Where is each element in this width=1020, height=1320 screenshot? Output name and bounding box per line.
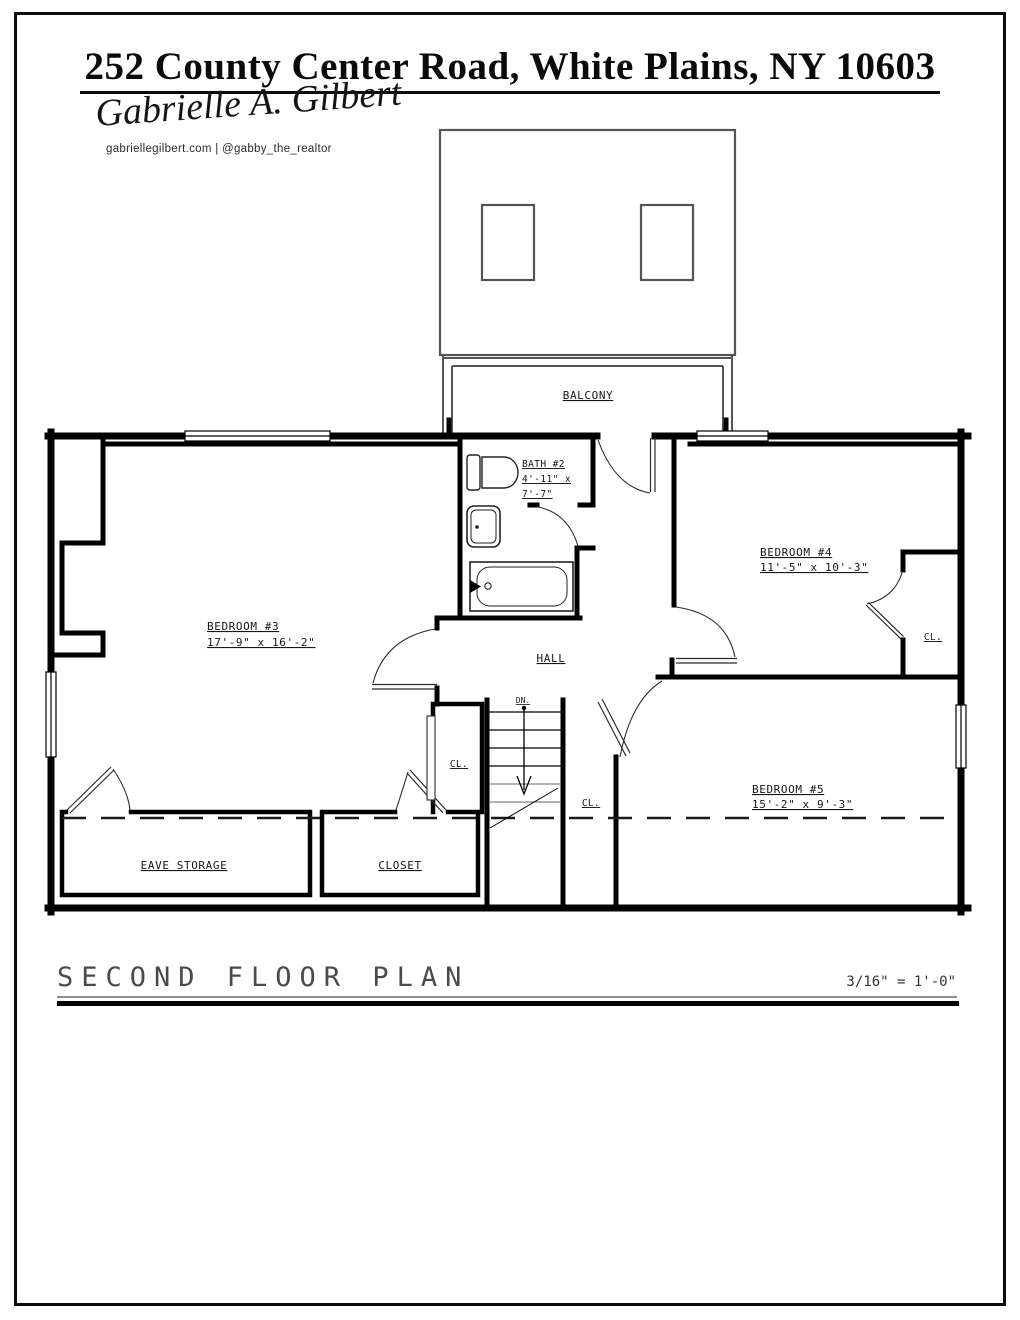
bedroom3-dim: 17'-9" x 16'-2" [207,636,316,649]
balcony-door-leaf [651,438,656,492]
hall-closet-door-panel [427,716,435,800]
bedroom5-closet-label: CL. [581,798,601,809]
hall-label: HALL [536,652,566,665]
stair-treads [489,712,561,766]
plan-title: SECOND FLOOR PLAN [57,962,470,993]
walls [48,420,968,912]
bath-door-arc [538,507,578,546]
bedroom4-label: BEDROOM #4 [760,546,833,559]
bedroom4-door-leaf [676,659,737,664]
bedroom4-dim: 11'-5" x 10'-3" [760,561,869,574]
agent-contact: gabriellegilbert.com | @gabby_the_realtor [106,143,332,155]
agent-signature: Gabrielle A. Gilbert [94,71,403,135]
interior-walls [55,420,958,905]
bedroom3-door-leaf [372,685,437,690]
eave-storage-door-leaf [67,767,114,813]
eave-storage-door-arc [113,769,130,810]
bedroom4-door-arc [676,607,735,657]
bath2-label: BATH #2 [522,459,565,470]
stairs [489,706,561,828]
bath2-dim2: 7'-7" [522,489,553,500]
sink-drain [475,525,479,529]
plan-scale: 3/16" = 1'-0" [846,974,956,990]
closet-label: CLOSET [378,859,422,872]
roof-rect [440,130,735,355]
closet-door-arc [396,772,408,810]
bedroom5-label: BEDROOM #5 [752,783,825,796]
bath2-dim1: 4'-11" x [522,474,571,485]
toilet-tank [467,455,480,490]
address-title: 252 County Center Road, White Plains, NY 10603 [80,45,939,94]
hall-closet-label: CL. [449,759,469,770]
room-labels [141,389,943,872]
skylight-right [641,205,693,280]
bedroom5-door-leaf [598,699,630,756]
bedroom3-label: BEDROOM #3 [207,620,280,633]
skylight-left [482,205,534,280]
footer-rule-thick [57,1001,959,1006]
bedroom5-dim: 15'-2" x 9'-3" [752,798,854,811]
bedroom4-closet-label: CL. [923,632,943,643]
bedroom4-closet-door-arc [867,573,902,604]
sink-basin [471,510,496,543]
footer-rule-thin [57,996,957,998]
bedroom3-door-arc [373,629,435,683]
stair-direction-dot [522,706,526,710]
bedroom4-closet-door-leaf [866,603,904,640]
exterior-walls [48,432,968,912]
toilet-bowl [482,457,518,488]
stairs-down-label: DN. [515,696,531,705]
balcony-door-arc [598,440,650,493]
roof-outline [440,130,735,355]
eave-storage-label: EAVE STORAGE [140,859,228,872]
tub-drain [485,583,491,589]
balcony-label: BALCONY [562,389,614,402]
